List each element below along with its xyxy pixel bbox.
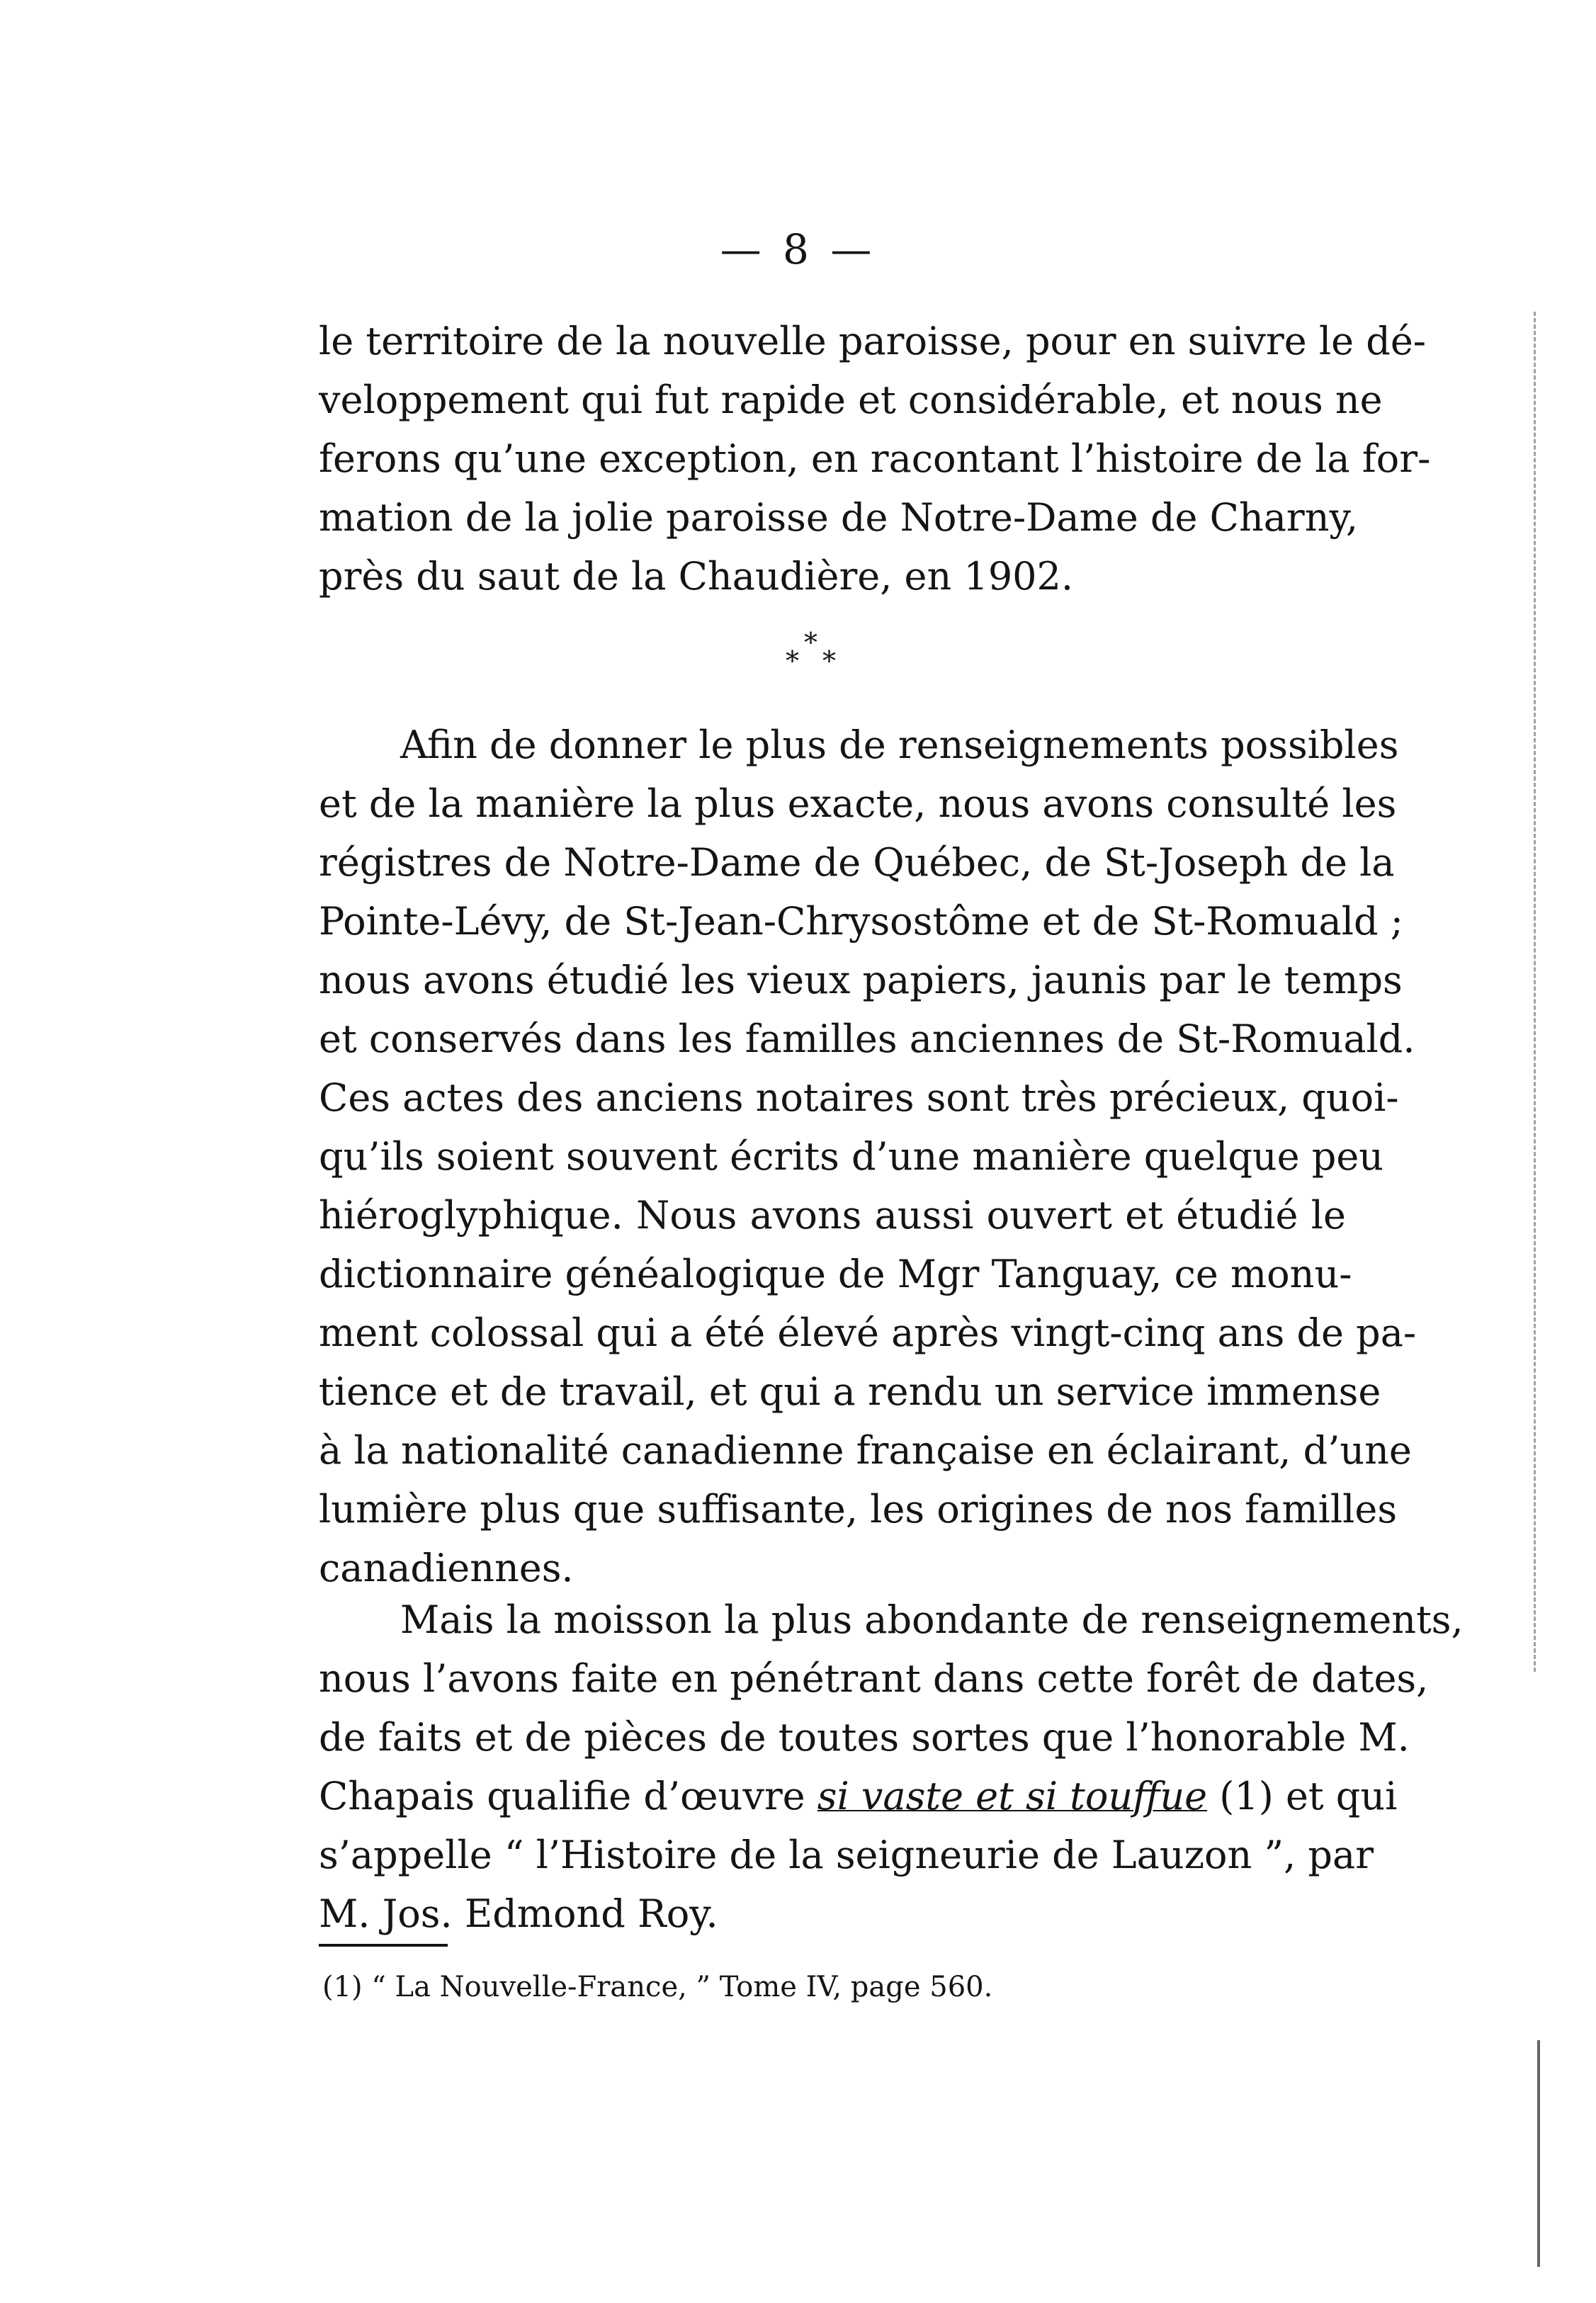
asterism-star: *	[804, 627, 817, 658]
text-line: ment colossal qui a été élevé après vingt-cinq ans de pa-	[319, 1311, 1417, 1355]
text-segment: Chapais qualifie d’œuvre	[319, 1774, 817, 1818]
text-line: le territoire de la nouvelle paroisse, pour en suivre le dé-	[319, 319, 1427, 363]
text-line: Afin de donner le plus de renseignements possibles	[400, 723, 1399, 767]
text-line: de faits et de pièces de toutes sortes que l’honorable M.	[319, 1715, 1410, 1760]
asterism-star: *	[786, 645, 799, 677]
scan-binding-edge	[1534, 312, 1540, 1672]
page-number: — 8 —	[720, 225, 876, 273]
text-line: nous avons étudié les vieux papiers, jaunis par le temps	[319, 958, 1403, 1002]
text-line: régistres de Notre-Dame de Québec, de St-Joseph de la	[319, 840, 1395, 885]
asterism-star: *	[822, 645, 836, 677]
text-line: Mais la moisson la plus abondante de renseignements,	[400, 1597, 1464, 1642]
text-line: à la nationalité canadienne française en éclairant, d’une	[319, 1428, 1412, 1473]
text-line: hiéroglyphique. Nous avons aussi ouvert et étudié le	[319, 1193, 1346, 1238]
italic-quote: si vaste et si touffue	[817, 1774, 1208, 1818]
text-line: et conservés dans les familles anciennes de St-Romuald.	[319, 1017, 1415, 1061]
text-line: canadiennes.	[319, 1546, 574, 1590]
text-line: M. Jos. Edmond Roy.	[319, 1891, 718, 1936]
text-line: près du saut de la Chaudière, en 1902.	[319, 554, 1074, 599]
text-line: qu’ils soient souvent écrits d’une manière quelque peu	[319, 1134, 1384, 1179]
paragraph-3	[319, 1590, 1464, 1943]
text-line: Ces actes des anciens notaires sont très précieux, quoi-	[319, 1075, 1399, 1120]
text-line: nous l’avons faite en pénétrant dans cette forêt de dates,	[319, 1656, 1429, 1701]
section-separator-asterism	[769, 627, 868, 684]
text-line	[319, 1767, 1398, 1826]
text-segment: (1) et qui	[1207, 1774, 1398, 1818]
text-line: tience et de travail, et qui a rendu un service immense	[319, 1369, 1381, 1414]
footnote-rule	[319, 1944, 448, 1947]
text-line: s’appelle “ l’Histoire de la seigneurie de Lauzon ”, par	[319, 1833, 1374, 1877]
text-line: ferons qu’une exception, en racontant l’histoire de la for-	[319, 436, 1431, 481]
text-line: lumière plus que suffisante, les origines de nos familles	[319, 1487, 1398, 1532]
text-line: dictionnaire généalogique de Mgr Tanguay, ce monu-	[319, 1252, 1352, 1296]
text-line: Pointe-Lévy, de St-Jean-Chrysostôme et de St-Romuald ;	[319, 899, 1403, 944]
text-line: et de la manière la plus exacte, nous avons consulté les	[319, 781, 1397, 826]
text-line: veloppement qui fut rapide et considérable, et nous ne	[319, 378, 1383, 422]
paragraph-1	[319, 312, 1431, 606]
footnote: (1) “ La Nouvelle-France, ” Tome IV, page 560.	[322, 1971, 993, 2003]
text-line: mation de la jolie paroisse de Notre-Dame de Charny,	[319, 495, 1359, 540]
scan-binding-edge-lower	[1537, 2040, 1544, 2267]
paragraph-2	[319, 715, 1417, 1597]
